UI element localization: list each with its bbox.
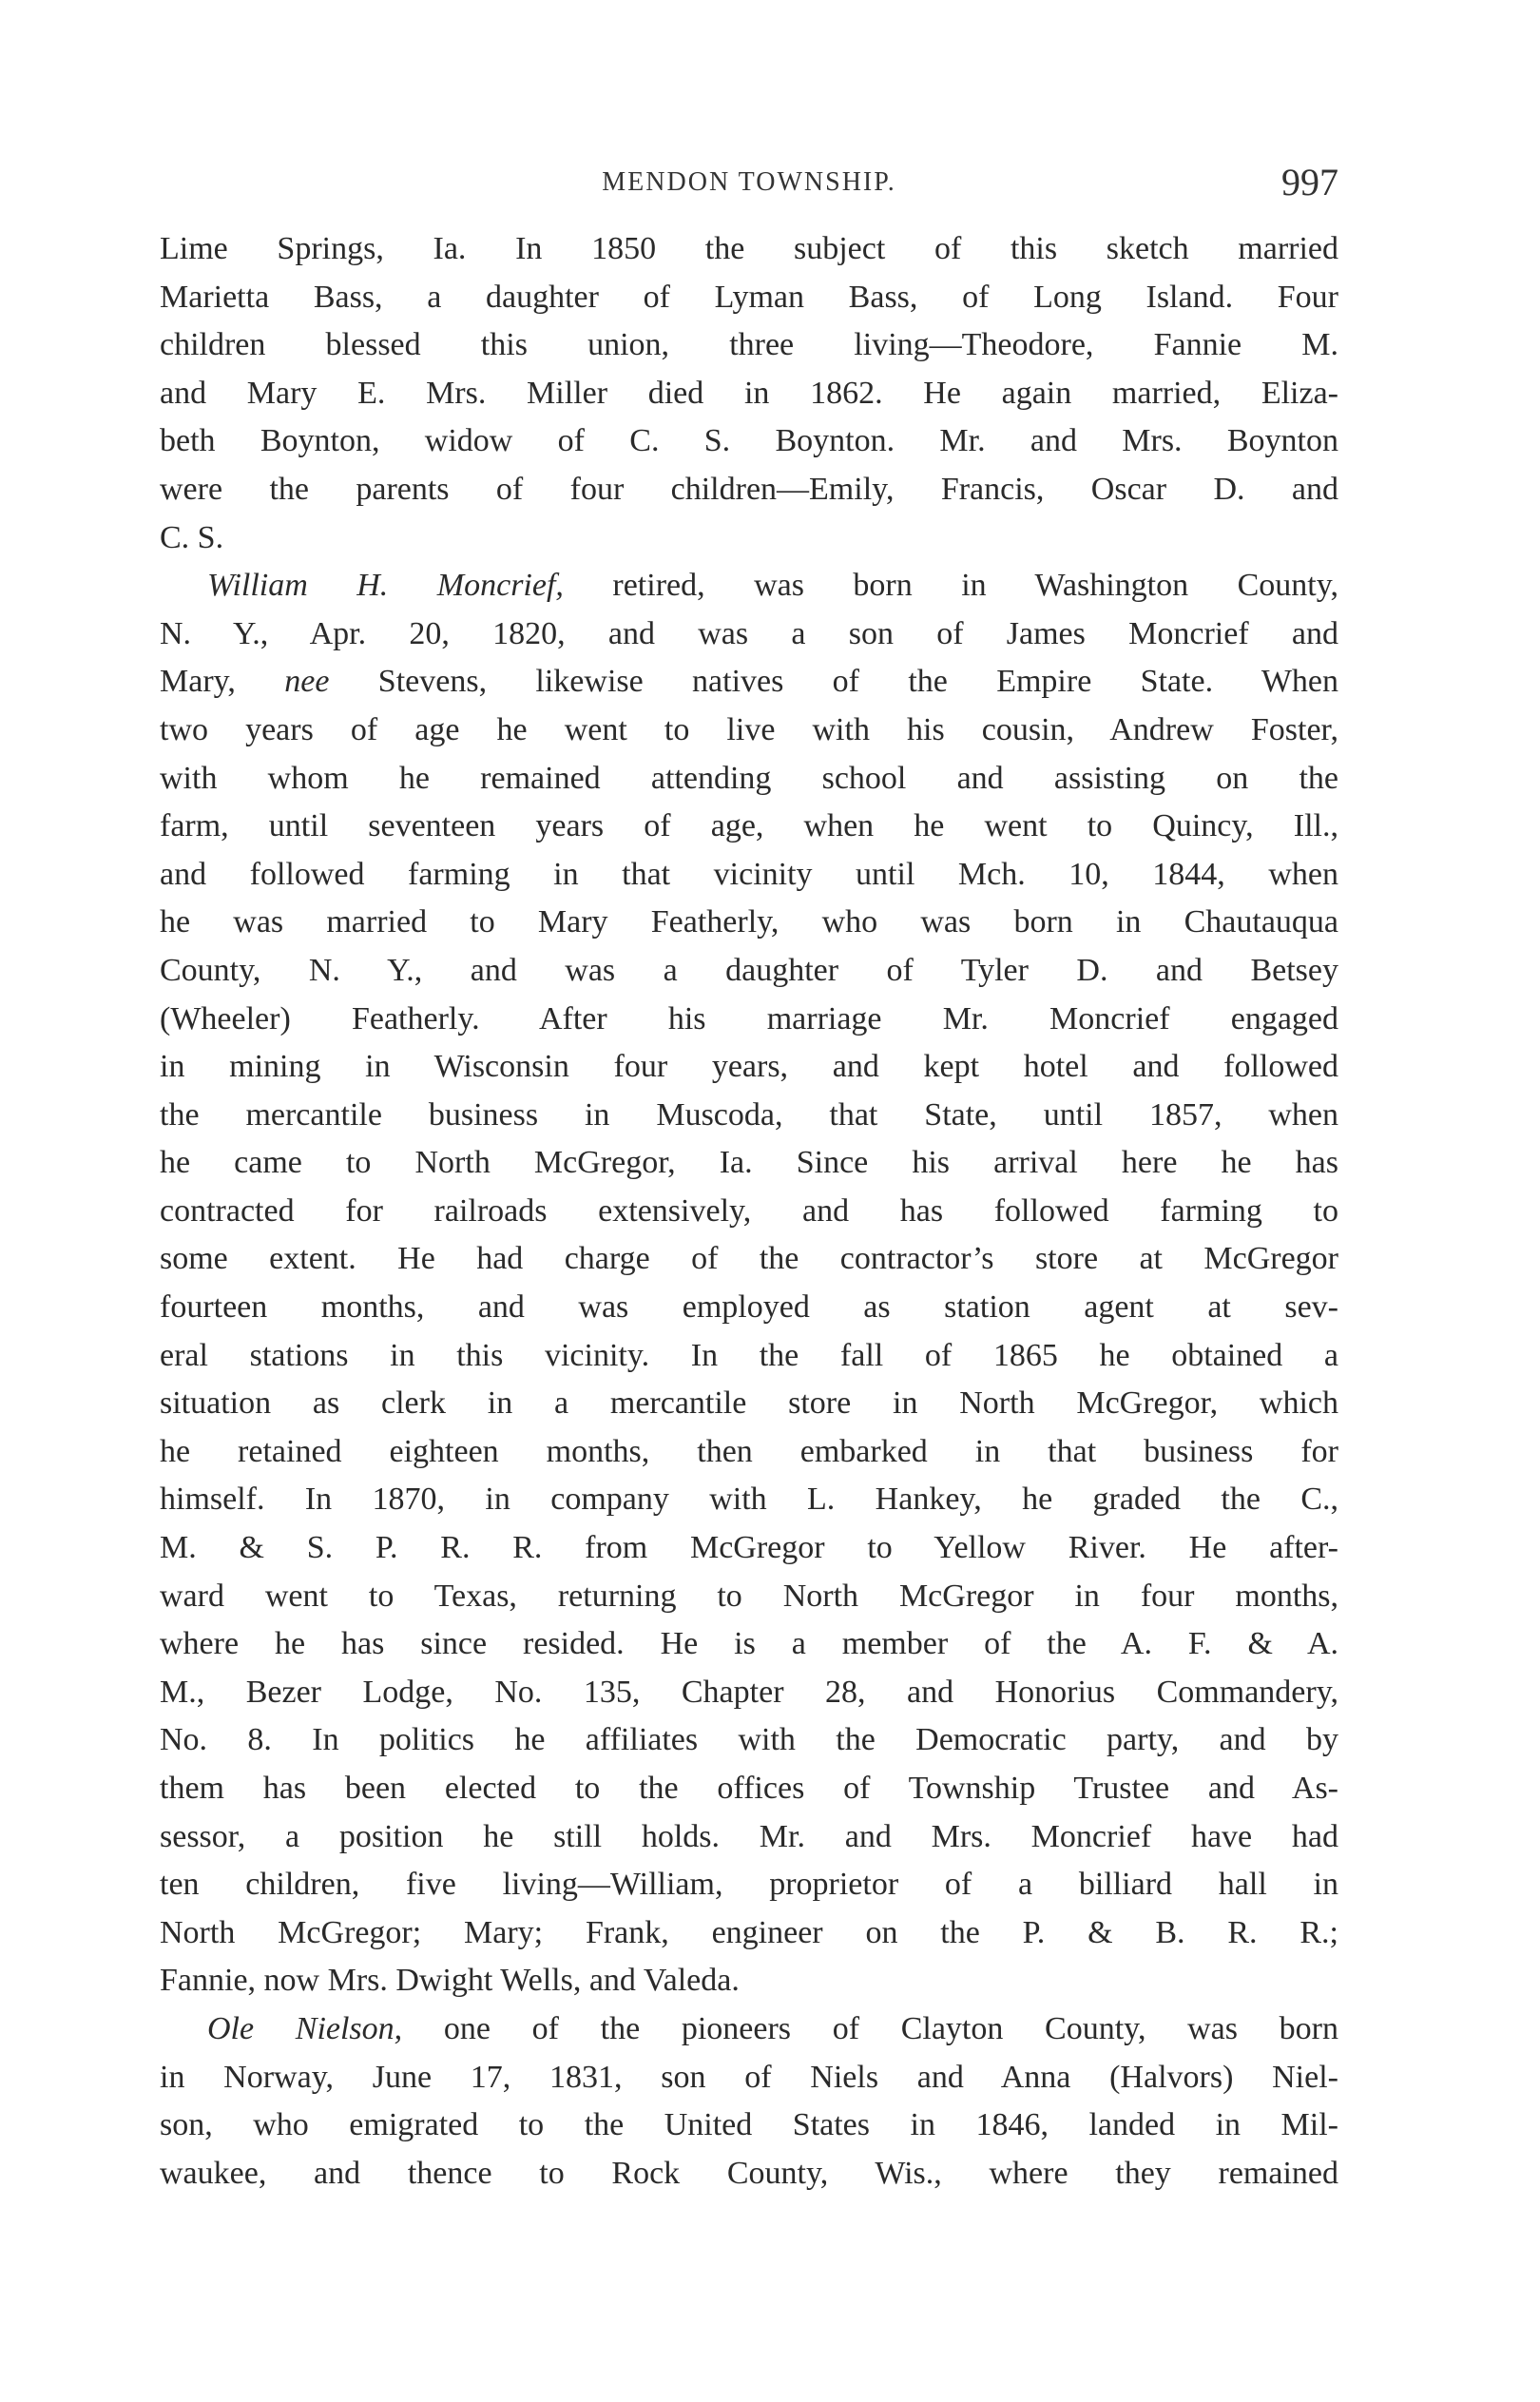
page-header [160,160,1338,207]
text-line: (Wheeler) Featherly. After his marriage Mr. Moncrief engaged [160,1000,1338,1036]
text-line: he retained eighteen months, then embarked in that business for [160,1433,1338,1469]
text-line: M., Bezer Lodge, No. 135, Chapter 28, and Honorius Commandery, [160,1674,1338,1710]
text-line: M. & S. P. R. R. from McGregor to Yellow River. He after- [160,1530,1338,1566]
text-line: ward went to Texas, returning to North McGregor in four months, [160,1578,1338,1614]
text-line: two years of age he went to live with his cousin, Andrew Foster, [160,711,1338,747]
text-line: eral stations in this vicinity. In the fall of 1865 he obtained a [160,1337,1338,1373]
text-line: where he has since resided. He is a member of the A. F. & A. [160,1626,1338,1662]
page-body [160,225,1338,2198]
text-line [160,562,1338,610]
paragraph-miller [160,225,1338,562]
text-line: the mercantile business in Muscoda, that State, until 1857, when [160,1096,1338,1133]
text-line: contracted for railroads extensively, and has followed farming to [160,1192,1338,1229]
text-line: with whom he remained attending school and assisting on the [160,760,1338,796]
person-name: William H. Moncrief, [207,568,564,604]
text-line: No. 8. In politics he affiliates with the Democratic party, and by [160,1722,1338,1758]
text-line: waukee, and thence to Rock County, Wis., where they remained [160,2155,1338,2191]
text-line: himself. In 1870, in company with L. Hankey, he graded the C., [160,1482,1338,1518]
text-line: Lime Springs, Ia. In 1850 the subject of this sketch married [160,231,1338,266]
paragraph-nielson [160,2005,1338,2198]
text-line: C. S. [160,519,224,555]
text-line: in Norway, June 17, 1831, son of Niels and Anna (Halvors) Niel- [160,2059,1338,2095]
page-number: 997 [1281,161,1338,203]
text-line: he came to North McGregor, Ia. Since his arrival here he has [160,1145,1338,1181]
text-line: fourteen months, and was employed as station agent at sev- [160,1289,1338,1326]
person-name: Ole Nielson, [207,2010,403,2046]
text-line: Marietta Bass, a daughter of Lyman Bass, of Long Island. Four [160,279,1338,315]
text-line [160,2005,1338,2054]
text-line: them has been elected to the offices of Township Trustee and As- [160,1771,1338,1806]
text-line: farm, until seventeen years of age, when he went to Quincy, Ill., [160,808,1338,844]
text-line: sessor, a position he still holds. Mr. and Mrs. Moncrief have had [160,1818,1338,1854]
text-line: N. Y., Apr. 20, 1820, and was a son of James Moncrief and [160,615,1338,651]
text-line: were the parents of four children—Emily, Francis, Oscar D. and [160,471,1338,507]
text-line: some extent. He had charge of the contractor’s store at McGregor [160,1241,1338,1277]
running-title: MENDON TOWNSHIP. [602,167,896,197]
text-run: one of the pioneers of Clayton County, was born [402,2010,1339,2046]
text-line: Fannie, now Mrs. Dwight Wells, and Valeda. [160,1963,740,1999]
text-line [160,658,1338,707]
text-line: North McGregor; Mary; Frank, engineer on the P. & B. R. R.; [160,1914,1338,1950]
text-line: beth Boynton, widow of C. S. Boynton. Mr. and Mrs. Boynton [160,423,1338,459]
text-line: children blessed this union, three living—Theodore, Fannie M. [160,327,1338,363]
text-run: retired, was born in Washington County, [563,568,1339,604]
text-line: he was married to Mary Featherly, who was born in Chautauqua [160,904,1338,940]
text-line: and Mary E. Mrs. Miller died in 1862. He again married, Eliza- [160,375,1338,411]
text-line: ten children, five living—William, proprietor of a billiard hall in [160,1867,1338,1903]
text-line: situation as clerk in a mercantile store in North McGregor, which [160,1385,1338,1422]
text-run: Mary, [160,664,285,700]
text-line: County, N. Y., and was a daughter of Tyler D. and Betsey [160,952,1338,988]
text-line: in mining in Wisconsin four years, and kept hotel and followed [160,1049,1338,1085]
text-line: son, who emigrated to the United States in 1846, landed in Mil- [160,2107,1338,2143]
italic-term: nee [284,664,330,700]
text-run: Stevens, likewise natives of the Empire State. When [329,664,1338,700]
paragraph-moncrief [160,562,1338,2005]
text-line: and followed farming in that vicinity until Mch. 10, 1844, when [160,856,1338,892]
